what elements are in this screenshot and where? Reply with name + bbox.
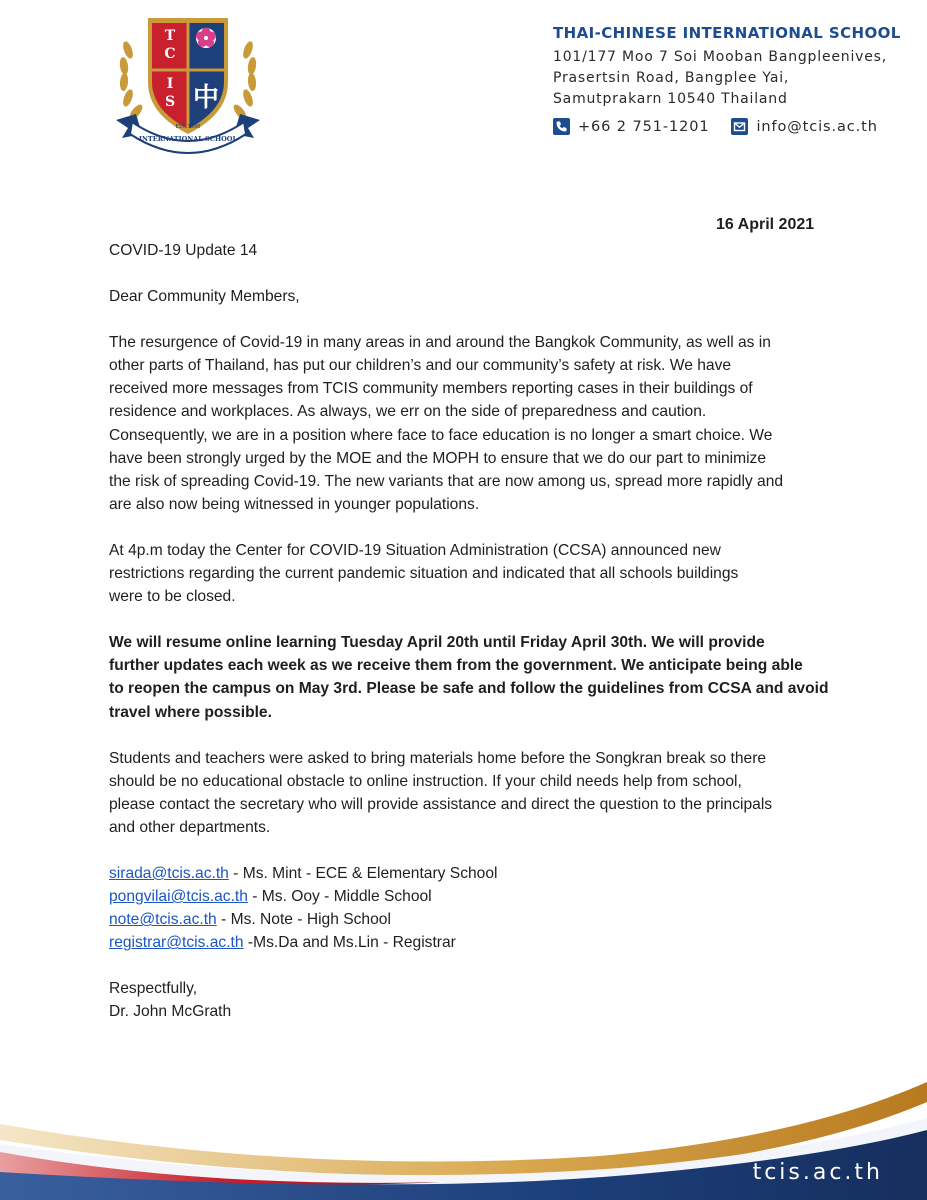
email-link[interactable]: pongvilai@tcis.ac.th bbox=[109, 888, 248, 906]
letter-closing bbox=[109, 977, 824, 1023]
contact-desc: - Ms. Mint - ECE & Elementary School bbox=[228, 864, 498, 882]
text-line: other parts of Thailand, has put our children’s and our community’s safety at risk. We have bbox=[109, 357, 732, 375]
paragraph-online-learning bbox=[109, 631, 829, 723]
school-address bbox=[553, 47, 913, 110]
paragraph-ccsa bbox=[109, 539, 824, 608]
logo-letter-i: I bbox=[166, 76, 174, 92]
letter-date: 16 April 2021 bbox=[716, 216, 815, 233]
laurel-right bbox=[231, 40, 257, 121]
letter-body bbox=[109, 239, 829, 1024]
paragraph-resurgence bbox=[109, 331, 824, 516]
logo-ribbon-text: INTERNATIONAL SCHOOL bbox=[138, 135, 238, 143]
email-link[interactable]: note@tcis.ac.th bbox=[109, 911, 217, 929]
text-line: residence and workplaces. As always, we err on the side of preparedness and caution. bbox=[109, 403, 707, 421]
logo-chinese-char: 中 bbox=[192, 83, 220, 113]
text-line: have been strongly urged by the MOE and the MOPH to ensure that we do our part to minimize bbox=[109, 449, 767, 467]
footer-url[interactable]: tcis.ac.th bbox=[752, 1160, 883, 1185]
phone-number[interactable]: +66 2 751-1201 bbox=[578, 118, 710, 135]
address-line: 101/177 Moo 7 Soi Mooban Bangpleenives, bbox=[553, 49, 887, 65]
signature: Dr. John McGrath bbox=[109, 1003, 232, 1021]
text-line: Students and teachers were asked to bring materials home before the Songkran break so there bbox=[109, 749, 767, 767]
logo-letter-c: C bbox=[164, 46, 176, 62]
school-name: THAI-CHINESE INTERNATIONAL SCHOOL bbox=[553, 24, 901, 42]
header-email[interactable]: info@tcis.ac.th bbox=[756, 118, 878, 135]
contact-item bbox=[109, 931, 824, 954]
text-line: The resurgence of Covid-19 in many areas in and around the Bangkok Community, as well as in bbox=[109, 334, 771, 352]
closing-text: Respectfully, bbox=[109, 980, 198, 998]
text-line: We will resume online learning Tuesday April 20th until Friday April 30th. We will provide bbox=[109, 634, 765, 652]
contact-item bbox=[109, 908, 824, 931]
laurel-left bbox=[119, 40, 145, 121]
text-line: restrictions regarding the current pandemic situation and indicated that all schools buildings bbox=[109, 565, 739, 583]
text-line: to reopen the campus on May 3rd. Please be safe and follow the guidelines from CCSA and avoid bbox=[109, 680, 829, 698]
school-info bbox=[553, 24, 913, 110]
letter-greeting: Dear Community Members, bbox=[109, 288, 300, 306]
logo-letter-t: T bbox=[164, 28, 176, 44]
text-line: were to be closed. bbox=[109, 588, 236, 606]
email-link[interactable]: registrar@tcis.ac.th bbox=[109, 934, 244, 952]
address-line: Samutprakarn 10540 Thailand bbox=[553, 91, 788, 107]
phone-icon bbox=[553, 118, 570, 135]
text-line: are also now being witnessed in younger populations. bbox=[109, 495, 480, 513]
text-line: should be no educational obstacle to online instruction. If your child needs help from school, bbox=[109, 772, 742, 790]
school-logo bbox=[112, 10, 264, 160]
contact-list bbox=[109, 862, 824, 954]
contact-item bbox=[109, 862, 824, 885]
text-line: travel where possible. bbox=[109, 703, 272, 721]
text-line: and other departments. bbox=[109, 818, 271, 836]
text-line: further updates each week as we receive them from the government. We anticipate being able bbox=[109, 657, 803, 675]
contact-desc: - Ms. Note - High School bbox=[216, 911, 391, 929]
text-line: Consequently, we are in a position where face to face education is no longer a smart choice. We bbox=[109, 426, 773, 444]
text-line: received more messages from TCIS community members reporting cases in their buildings of bbox=[109, 380, 753, 398]
email-link[interactable]: sirada@tcis.ac.th bbox=[109, 864, 229, 882]
text-line: At 4p.m today the Center for COVID-19 Situation Administration (CCSA) announced new bbox=[109, 541, 721, 559]
paragraph-materials bbox=[109, 747, 824, 839]
contact-desc: -Ms.Da and Ms.Lin - Registrar bbox=[243, 934, 456, 952]
text-line: please contact the secretary who will provide assistance and direct the question to the principals bbox=[109, 795, 773, 813]
address-line: Prasertsin Road, Bangplee Yai, bbox=[553, 70, 790, 86]
letter-subject: COVID-19 Update 14 bbox=[109, 242, 258, 259]
text-line: the risk of spreading Covid-19. The new variants that are now among us, spread more rapidly and bbox=[109, 472, 784, 490]
contact-desc: - Ms. Ooy - Middle School bbox=[247, 888, 432, 906]
logo-letter-s: S bbox=[164, 94, 176, 110]
logo-est: EST. 1998 bbox=[175, 124, 201, 130]
contact-bar bbox=[553, 118, 878, 135]
contact-item bbox=[109, 885, 824, 908]
mail-icon bbox=[731, 118, 748, 135]
